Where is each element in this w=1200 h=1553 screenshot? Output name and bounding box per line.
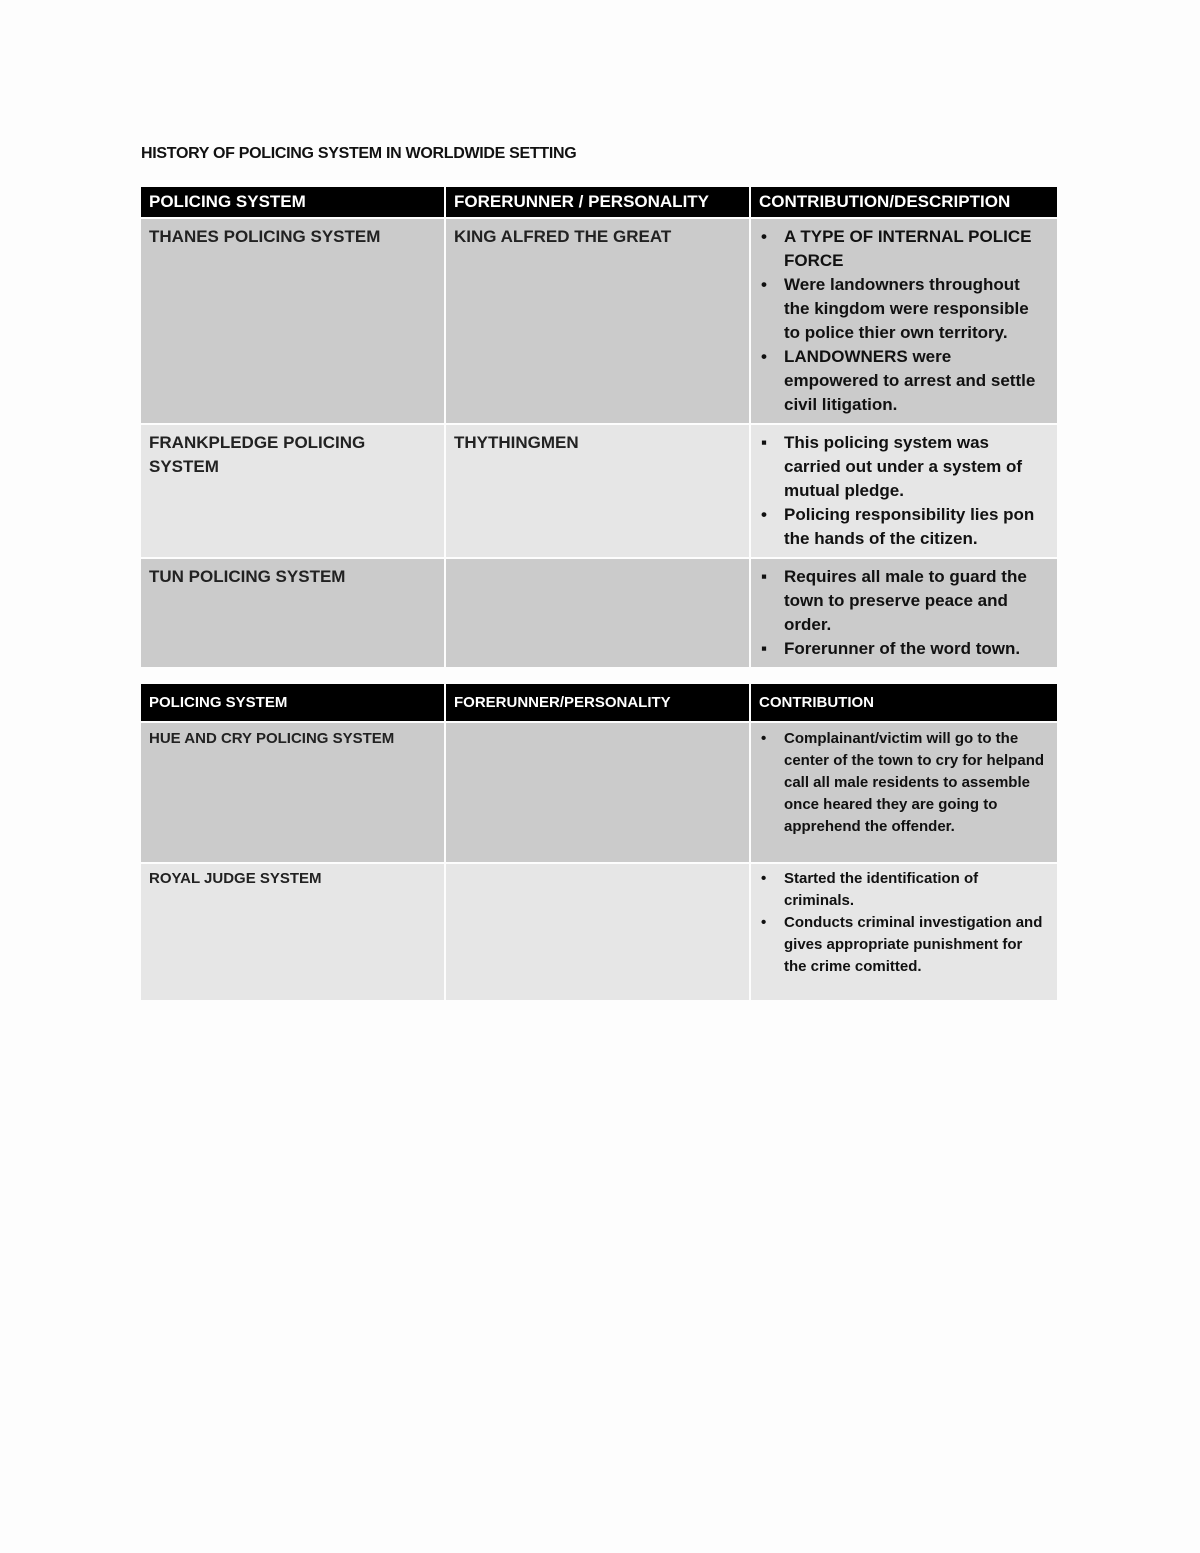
header-policing-system: POLICING SYSTEM [141,684,446,721]
table-header-row [141,187,1057,217]
policing-system-name: FRANKPLEDGE POLICING SYSTEM [149,433,366,476]
contribution-text: Conducts criminal investigation and gives appropriate punishment for the crime comitted. [784,914,1043,975]
square-bullet-icon: ▪ [761,567,768,586]
contribution-item [759,565,1049,637]
contribution-text: This policing system was carried out under a system of mutual pledge. [784,433,1023,500]
contribution-text: Were landowners throughout the kingdom were responsible to police thier own territory. [784,275,1029,342]
contribution-item [759,912,1049,978]
contribution-item [759,728,1049,838]
contribution-item [759,868,1049,912]
policing-system-cell [141,557,446,667]
bullet-icon: • [761,275,767,294]
policing-system-name: HUE AND CRY POLICING SYSTEM [149,730,395,747]
bullet-icon: • [761,730,767,747]
contribution-cell [751,721,1057,862]
policing-system-name: TUN POLICING SYSTEM [149,567,346,586]
header-contribution: CONTRIBUTION [751,684,1057,721]
contribution-list [759,225,1049,417]
contribution-list [759,431,1049,551]
policing-system-name: THANES POLICING SYSTEM [149,227,381,246]
table-row [141,217,1057,423]
contribution-item [759,345,1049,417]
table-row [141,423,1057,557]
square-bullet-icon: ▪ [761,433,768,452]
contribution-text: A TYPE OF INTERNAL POLICE FORCE [784,227,1032,270]
table-row [141,721,1057,862]
square-bullet-icon: ▪ [761,639,768,658]
forerunner-cell [446,217,751,423]
forerunner-cell [446,423,751,557]
policing-table-1 [141,187,1057,667]
contribution-text: Started the identification of criminals. [784,870,979,909]
policing-system-name: ROYAL JUDGE SYSTEM [149,870,322,887]
contribution-text: Complainant/victim will go to the center of the town to cry for helpand call all male residents to assemble once heared they are going to apprehend the offender. [784,730,1045,835]
bullet-icon: • [761,227,767,246]
forerunner-cell [446,557,751,667]
contribution-list [759,728,1049,838]
contribution-cell [751,423,1057,557]
bullet-icon: • [761,347,767,366]
policing-system-cell [141,217,446,423]
contribution-text: Forerunner of the word town. [784,639,1021,658]
contribution-item [759,225,1049,273]
contribution-text: Requires all male to guard the town to preserve peace and order. [784,567,1027,634]
contribution-item [759,431,1049,503]
table-row [141,862,1057,1000]
header-forerunner: FORERUNNER / PERSONALITY [446,187,751,217]
policing-system-cell [141,862,446,1000]
contribution-text: Policing responsibility lies pon the hands of the citizen. [784,505,1035,548]
header-forerunner: FORERUNNER/PERSONALITY [446,684,751,721]
contribution-item [759,637,1049,661]
forerunner-name: THYTHINGMEN [454,433,579,452]
forerunner-cell [446,721,751,862]
contribution-text: LANDOWNERS were empowered to arrest and settle civil litigation. [784,347,1036,414]
contribution-cell [751,217,1057,423]
document-title: HISTORY OF POLICING SYSTEM IN WORLDWIDE SETTING [141,145,577,162]
forerunner-name: KING ALFRED THE GREAT [454,227,672,246]
contribution-item [759,503,1049,551]
contribution-cell [751,557,1057,667]
bullet-icon: • [761,914,767,931]
header-contribution: CONTRIBUTION/DESCRIPTION [751,187,1057,217]
policing-system-cell [141,423,446,557]
contribution-list [759,565,1049,661]
contribution-item [759,273,1049,345]
forerunner-cell [446,862,751,1000]
contribution-list [759,868,1049,978]
header-policing-system: POLICING SYSTEM [141,187,446,217]
table-header-row [141,684,1057,721]
contribution-cell [751,862,1057,1000]
table-row [141,557,1057,667]
policing-table-2 [141,684,1057,1000]
bullet-icon: • [761,505,767,524]
policing-system-cell [141,721,446,862]
bullet-icon: • [761,870,767,887]
